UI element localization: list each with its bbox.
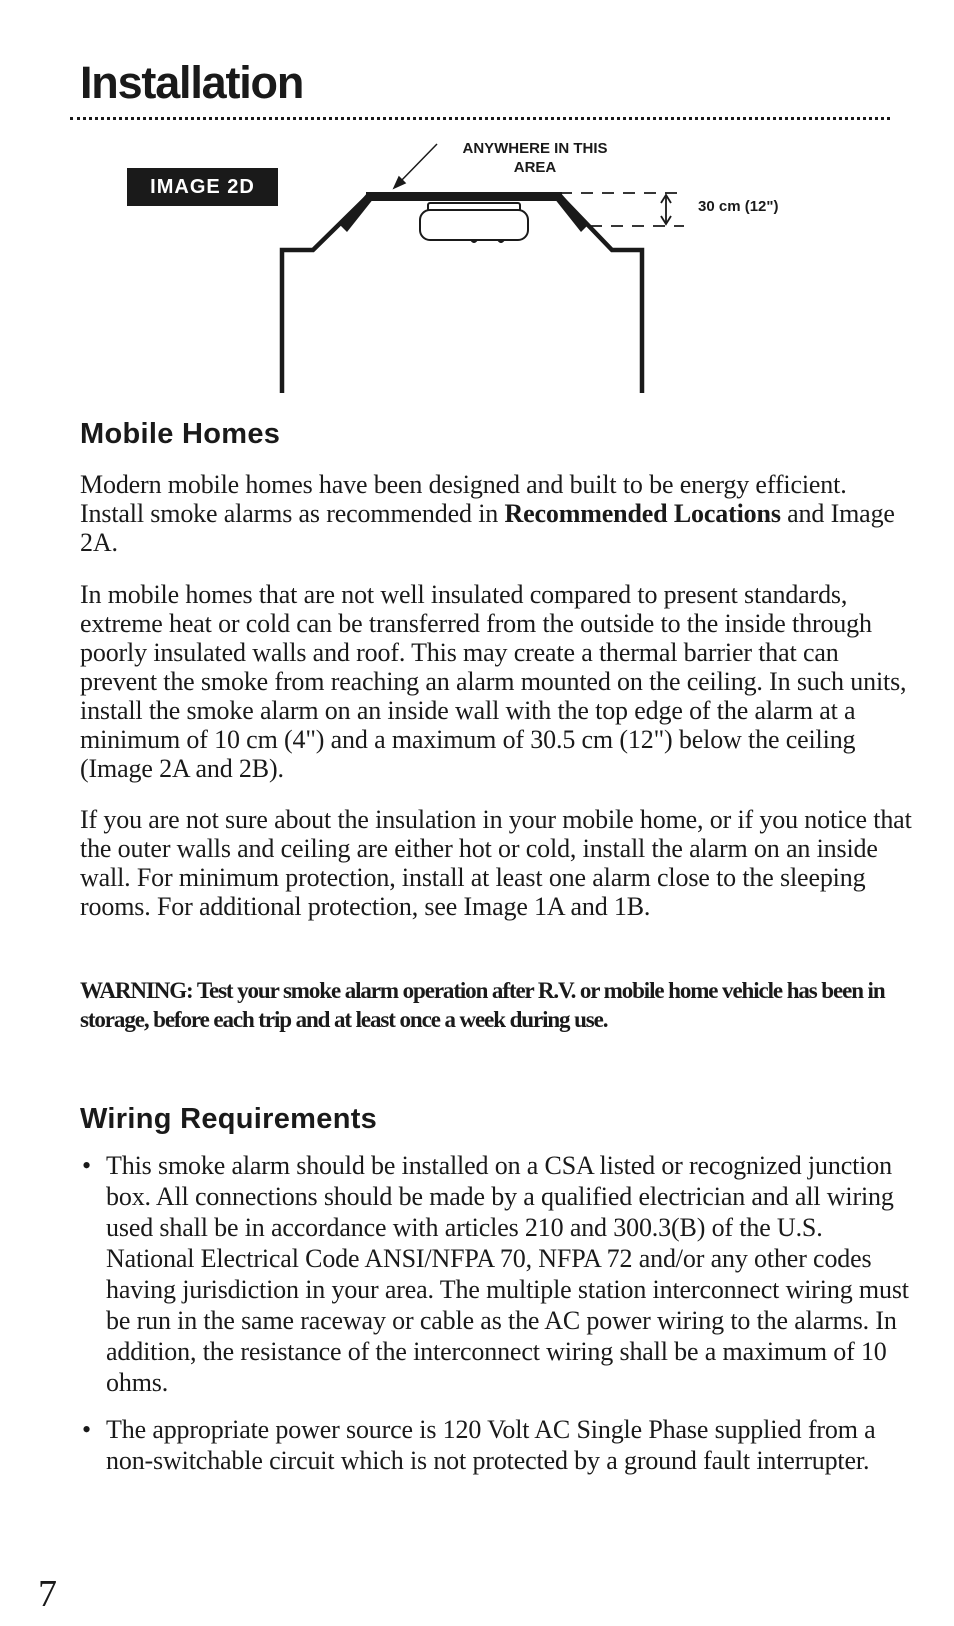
list-item (80, 1150, 915, 1398)
recommended-locations-reference: Recommended Locations (504, 499, 781, 528)
page-title: Installation (80, 57, 304, 108)
list-item-text: The appropriate power source is 120 Volt AC Single Phase supplied from a non-switchable circuit which is not protected by a ground fault interrupter. (106, 1415, 876, 1475)
dimension-label: 30 cm (12") (698, 198, 779, 215)
paragraph-1 (80, 470, 912, 557)
section-heading-wiring-requirements: Wiring Requirements (80, 1103, 378, 1135)
paragraph-3: If you are not sure about the insulation in your mobile home, or if you notice that the outer walls and ceiling are either hot or cold, install the alarm on an inside wall. For minimum protection, install at least one alarm close to the sleeping rooms. For additional protection, see Image 1A and 1B. (80, 805, 912, 921)
dotted-divider (70, 117, 890, 120)
section-heading-mobile-homes: Mobile Homes (80, 418, 281, 450)
bullet-icon: • (82, 1151, 91, 1180)
callout-line-1: ANYWHERE IN THIS (462, 140, 608, 157)
diagram-callout (445, 139, 625, 177)
paragraph-1-text-end: and Image 2A. (80, 499, 895, 557)
paragraph-2: In mobile homes that are not well insulated compared to present standards, extreme heat or cold can be transferred from the outside to the inside through poorly insulated walls and roof. This may create a thermal barrier that can prevent the smoke from reaching an alarm mounted on the ceiling. In such units, install the smoke alarm on an inside wall with the top edge of the alarm at a minimum of 10 cm (4") and a maximum of 30.5 cm (12") below the ceiling (Image 2A and 2B). (80, 580, 907, 783)
list-item (80, 1414, 915, 1476)
list-item-text: This smoke alarm should be installed on a CSA listed or recognized junction box. All connections should be made by a qualified electrician and all wiring used shall be in accordance with articles 210 and 300.3(B) of the U.S. National Electrical Code ANSI/NFPA 70, NFPA 72 and/or any other codes having jurisdiction in your area. The multiple station interconnect wiring must be run in the same raceway or cable as the AC power wiring to the alarms. In addition, the resistance of the interconnect wiring shall be a maximum of 10 ohms. (106, 1151, 909, 1397)
figure-label: IMAGE 2D (127, 168, 278, 206)
paragraph-1-text: Modern mobile homes have been designed and built to be energy efficient. Install smoke alarms as recommended in (80, 470, 847, 528)
callout-line-2: AREA (513, 159, 557, 176)
page-number: 7 (38, 1573, 57, 1615)
warning-text: WARNING: Test your smoke alarm operation after R.V. or mobile home vehicle has been in storage, before each trip and at least once a week during use. (80, 978, 885, 1032)
bullet-icon: • (82, 1415, 91, 1444)
callout-arrow (394, 144, 437, 188)
wiring-bullet-list (80, 1150, 915, 1492)
smoke-alarm-shape (420, 203, 528, 243)
